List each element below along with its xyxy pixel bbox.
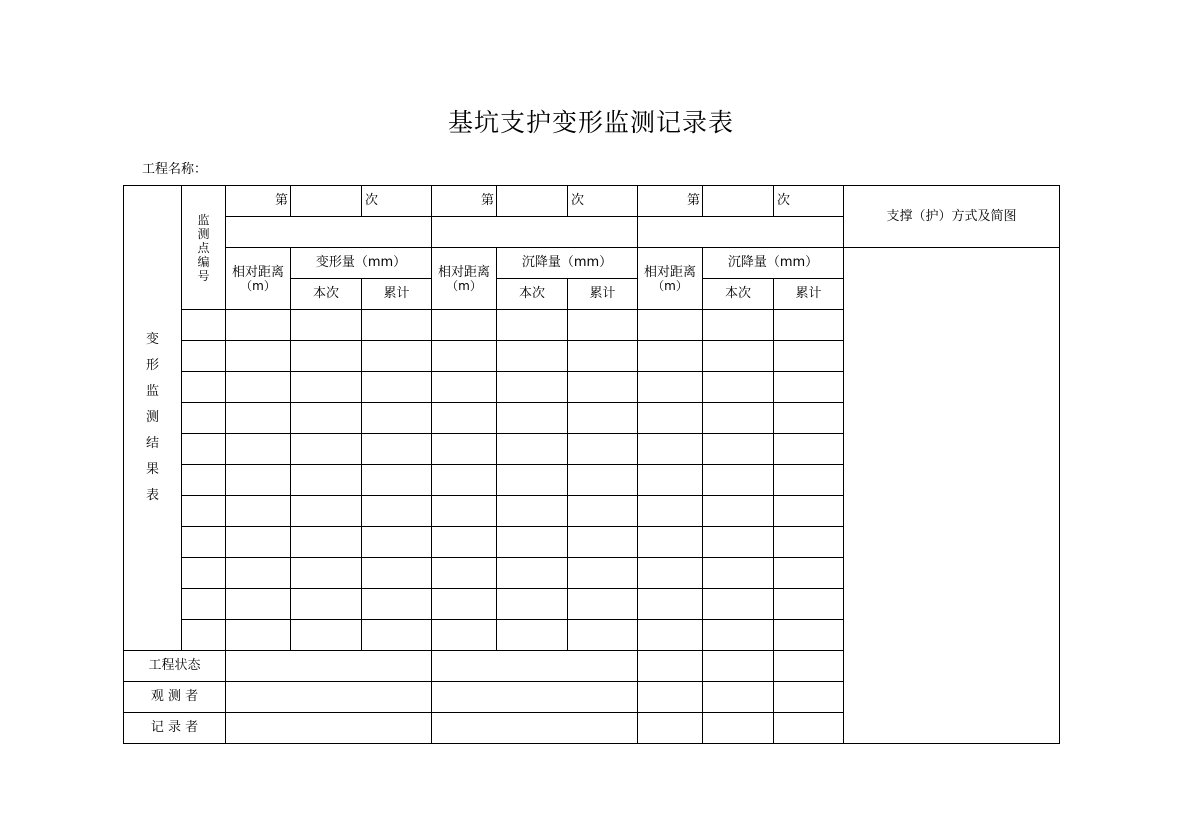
data-cell[interactable] <box>362 310 432 341</box>
sub-total-3: 累计 <box>774 279 844 310</box>
data-cell[interactable] <box>432 465 497 496</box>
data-cell[interactable] <box>432 372 497 403</box>
data-cell[interactable] <box>568 527 638 558</box>
sub-total-2: 累计 <box>568 279 638 310</box>
data-cell[interactable] <box>226 310 291 341</box>
data-cell[interactable] <box>497 403 568 434</box>
data-cell[interactable] <box>497 589 568 620</box>
data-cell[interactable] <box>291 558 362 589</box>
data-cell[interactable] <box>362 372 432 403</box>
data-cell[interactable] <box>497 341 568 372</box>
data-cell[interactable] <box>774 465 844 496</box>
data-cell[interactable] <box>497 496 568 527</box>
data-cell[interactable] <box>432 558 497 589</box>
data-cell[interactable] <box>703 558 774 589</box>
data-cell[interactable] <box>703 341 774 372</box>
data-cell[interactable] <box>362 558 432 589</box>
data-cell[interactable] <box>226 527 291 558</box>
period-date-3[interactable] <box>638 217 844 248</box>
data-cell[interactable] <box>638 310 703 341</box>
data-cell[interactable] <box>362 589 432 620</box>
data-cell[interactable] <box>362 341 432 372</box>
data-cell[interactable] <box>568 310 638 341</box>
data-cell[interactable] <box>638 372 703 403</box>
data-cell[interactable] <box>291 589 362 620</box>
observer-cell[interactable] <box>226 682 432 713</box>
data-cell[interactable] <box>226 465 291 496</box>
data-cell[interactable] <box>362 465 432 496</box>
data-cell[interactable] <box>774 558 844 589</box>
data-cell[interactable] <box>291 496 362 527</box>
period-number-2[interactable] <box>497 186 568 217</box>
observer-label: 观 测 者 <box>124 682 226 713</box>
data-cell[interactable] <box>774 310 844 341</box>
data-cell[interactable] <box>703 434 774 465</box>
data-cell[interactable] <box>497 558 568 589</box>
data-cell[interactable] <box>568 558 638 589</box>
data-cell[interactable] <box>432 527 497 558</box>
data-cell[interactable] <box>703 496 774 527</box>
page-title: 基坑支护变形监测记录表 <box>447 108 734 137</box>
data-cell[interactable] <box>291 341 362 372</box>
period-prefix-2: 第 <box>432 186 497 217</box>
data-cell[interactable] <box>497 620 568 651</box>
status-cell[interactable] <box>638 651 703 682</box>
sub-total-1: 累计 <box>362 279 432 310</box>
point-cell[interactable] <box>182 620 226 651</box>
recorder-cell[interactable] <box>774 713 844 744</box>
observer-cell[interactable] <box>432 682 638 713</box>
data-cell[interactable] <box>226 620 291 651</box>
period-number-1[interactable] <box>291 186 362 217</box>
data-cell[interactable] <box>291 465 362 496</box>
data-cell[interactable] <box>703 310 774 341</box>
point-cell[interactable] <box>182 372 226 403</box>
amount-header-2: 沉降量（mm） <box>497 248 638 279</box>
point-cell[interactable] <box>182 527 226 558</box>
data-cell[interactable] <box>568 496 638 527</box>
point-cell[interactable] <box>182 310 226 341</box>
side-label: 变 形 监 测 结 果 表 <box>124 186 182 651</box>
period-suffix-3: 次 <box>774 186 844 217</box>
data-cell[interactable] <box>362 496 432 527</box>
point-cell[interactable] <box>182 589 226 620</box>
data-cell[interactable] <box>432 496 497 527</box>
recorder-cell[interactable] <box>226 713 432 744</box>
observer-cell[interactable] <box>774 682 844 713</box>
status-cell[interactable] <box>226 651 432 682</box>
data-cell[interactable] <box>432 403 497 434</box>
amount-header-1: 变形量（mm） <box>291 248 432 279</box>
data-cell[interactable] <box>774 589 844 620</box>
data-cell[interactable] <box>774 496 844 527</box>
data-cell[interactable] <box>291 527 362 558</box>
data-cell[interactable] <box>362 403 432 434</box>
data-cell[interactable] <box>362 620 432 651</box>
status-cell[interactable] <box>774 651 844 682</box>
data-cell[interactable] <box>638 620 703 651</box>
data-cell[interactable] <box>497 310 568 341</box>
point-cell[interactable] <box>182 341 226 372</box>
data-cell[interactable] <box>703 372 774 403</box>
data-cell[interactable] <box>362 527 432 558</box>
data-cell[interactable] <box>774 403 844 434</box>
status-cell[interactable] <box>432 651 638 682</box>
data-cell[interactable] <box>774 434 844 465</box>
data-cell[interactable] <box>568 434 638 465</box>
observer-cell[interactable] <box>703 682 774 713</box>
data-cell[interactable] <box>774 620 844 651</box>
data-cell[interactable] <box>568 341 638 372</box>
point-number-header: 监 测 点 编 号 <box>182 186 226 310</box>
data-cell[interactable] <box>226 434 291 465</box>
data-cell[interactable] <box>638 589 703 620</box>
recorder-label: 记 录 者 <box>124 713 226 744</box>
data-cell[interactable] <box>774 527 844 558</box>
data-cell[interactable] <box>291 310 362 341</box>
point-cell[interactable] <box>182 434 226 465</box>
data-cell[interactable] <box>226 589 291 620</box>
distance-header-2: 相对距离 （m） <box>432 248 497 310</box>
data-cell[interactable] <box>226 372 291 403</box>
monitoring-table <box>123 185 1060 744</box>
status-cell[interactable] <box>703 651 774 682</box>
sub-current-1: 本次 <box>291 279 362 310</box>
data-cell[interactable] <box>568 372 638 403</box>
period-suffix-2: 次 <box>568 186 638 217</box>
period-number-3[interactable] <box>703 186 774 217</box>
data-cell[interactable] <box>291 403 362 434</box>
data-cell[interactable] <box>568 403 638 434</box>
distance-header-3: 相对距离 （m） <box>638 248 703 310</box>
data-cell[interactable] <box>638 434 703 465</box>
data-cell[interactable] <box>291 434 362 465</box>
point-cell[interactable] <box>182 403 226 434</box>
data-cell[interactable] <box>226 403 291 434</box>
data-cell[interactable] <box>703 589 774 620</box>
data-cell[interactable] <box>638 558 703 589</box>
recorder-cell[interactable] <box>432 713 638 744</box>
project-name-label: 工程名称： <box>142 162 208 177</box>
data-cell[interactable] <box>703 620 774 651</box>
data-cell[interactable] <box>638 465 703 496</box>
data-cell[interactable] <box>432 620 497 651</box>
data-cell[interactable] <box>638 496 703 527</box>
data-cell[interactable] <box>638 341 703 372</box>
point-cell[interactable] <box>182 496 226 527</box>
data-cell[interactable] <box>362 434 432 465</box>
period-date-1[interactable] <box>226 217 432 248</box>
data-cell[interactable] <box>497 372 568 403</box>
period-prefix-3: 第 <box>638 186 703 217</box>
data-cell[interactable] <box>774 372 844 403</box>
point-cell[interactable] <box>182 558 226 589</box>
data-cell[interactable] <box>703 527 774 558</box>
data-cell[interactable] <box>638 527 703 558</box>
data-cell[interactable] <box>703 403 774 434</box>
data-cell[interactable] <box>432 310 497 341</box>
data-cell[interactable] <box>774 341 844 372</box>
data-cell[interactable] <box>291 620 362 651</box>
support-sketch-area[interactable] <box>844 248 1060 744</box>
amount-header-3: 沉降量（mm） <box>703 248 844 279</box>
sub-current-3: 本次 <box>703 279 774 310</box>
period-suffix-1: 次 <box>362 186 432 217</box>
data-cell[interactable] <box>432 589 497 620</box>
data-cell[interactable] <box>497 465 568 496</box>
data-cell[interactable] <box>568 620 638 651</box>
data-cell[interactable] <box>497 434 568 465</box>
data-cell[interactable] <box>703 465 774 496</box>
recorder-cell[interactable] <box>703 713 774 744</box>
recorder-cell[interactable] <box>638 713 703 744</box>
data-cell[interactable] <box>638 403 703 434</box>
observer-cell[interactable] <box>638 682 703 713</box>
support-header: 支撑（护）方式及简图 <box>844 186 1060 248</box>
data-cell[interactable] <box>432 341 497 372</box>
data-cell[interactable] <box>568 589 638 620</box>
data-cell[interactable] <box>432 434 497 465</box>
point-cell[interactable] <box>182 465 226 496</box>
period-prefix-1: 第 <box>226 186 291 217</box>
status-label: 工程状态 <box>124 651 226 682</box>
data-cell[interactable] <box>497 527 568 558</box>
data-cell[interactable] <box>226 558 291 589</box>
distance-header-1: 相对距离 （m） <box>226 248 291 310</box>
data-cell[interactable] <box>568 465 638 496</box>
sub-current-2: 本次 <box>497 279 568 310</box>
period-date-2[interactable] <box>432 217 638 248</box>
data-cell[interactable] <box>226 341 291 372</box>
data-cell[interactable] <box>291 372 362 403</box>
data-cell[interactable] <box>226 496 291 527</box>
